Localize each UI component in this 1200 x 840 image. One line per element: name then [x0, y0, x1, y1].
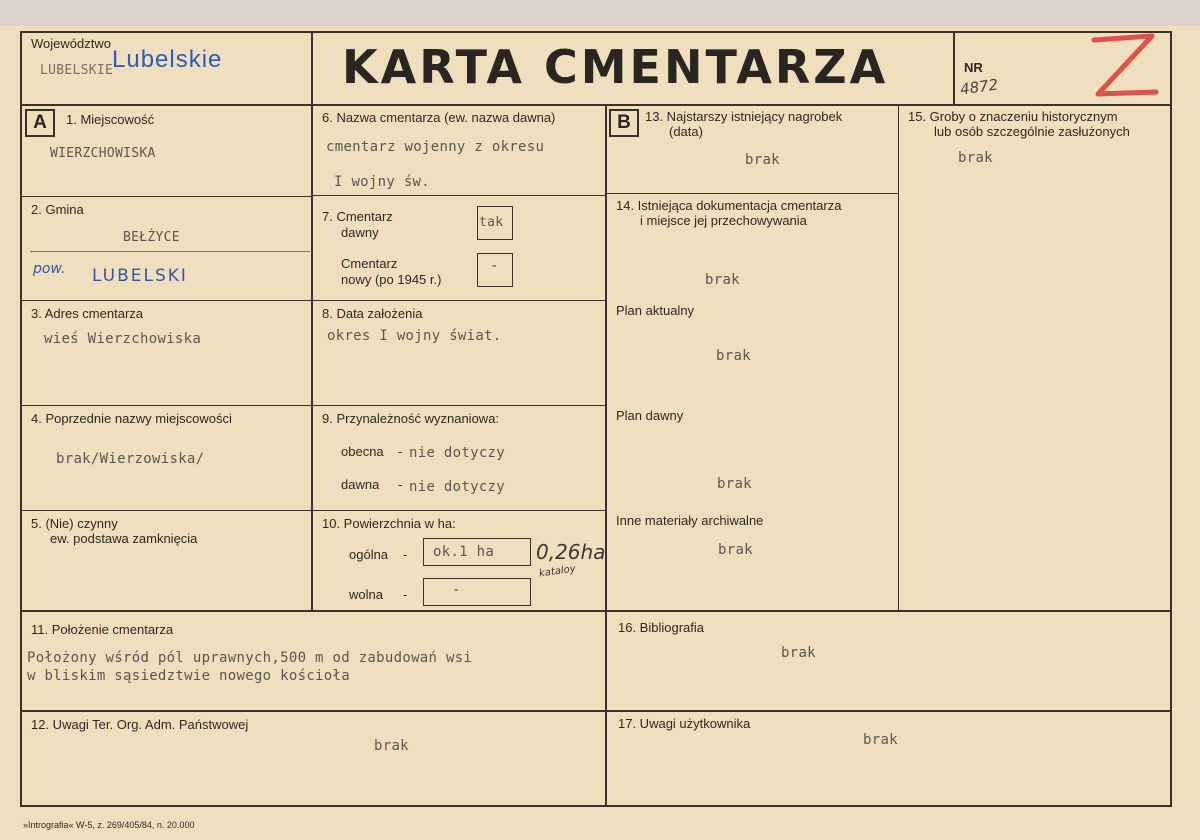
- field3-label: 3. Adres cmentarza: [31, 306, 143, 321]
- field6-value-line2: I wojny św.: [334, 174, 431, 190]
- nr-label: NR: [964, 60, 983, 75]
- field10-ogolna-hand: 0,26ha: [536, 540, 606, 564]
- field10-wolna-value: -: [452, 582, 461, 598]
- field16-label: 16. Bibliografia: [618, 620, 704, 635]
- field5-label-line1: 5. (Nie) czynny: [31, 516, 118, 531]
- field2-value: BEŁŻYCE: [123, 230, 180, 245]
- field7-dawny-line1: 7. Cmentarz: [322, 209, 393, 224]
- nr-value: 4872: [958, 75, 1000, 99]
- field10-ogolna-hand2: kataloy: [538, 563, 577, 580]
- wojewodztwo-typed: LUBELSKIE: [40, 63, 114, 78]
- divider: [313, 510, 606, 511]
- field1-label: 1. Miejscowość: [66, 112, 155, 127]
- field15-label-line1: 15. Groby o znaczeniu historycznym: [908, 109, 1118, 124]
- divider: [313, 300, 606, 301]
- red-letter-mark: [1088, 30, 1160, 102]
- field2-pow-prefix: pow.: [33, 261, 66, 277]
- field4-value: brak/Wierzowiska/: [56, 451, 205, 467]
- field2-label: 2. Gmina: [31, 202, 84, 217]
- field7-nowy-value: -: [490, 258, 499, 274]
- field10-ogolna-value: ok.1 ha: [433, 544, 495, 560]
- field7-nowy-line1: Cmentarz: [341, 256, 398, 271]
- plan-aktualny-label: Plan aktualny: [616, 303, 695, 318]
- field17-label: 17. Uwagi użytkownika: [618, 716, 751, 731]
- field9-label: 9. Przynależność wyznaniowa:: [322, 411, 500, 426]
- field15-value: brak: [958, 150, 993, 166]
- field13-value: brak: [745, 152, 780, 168]
- divider: [20, 196, 312, 197]
- divider: [20, 300, 312, 301]
- field7-dawny-value: tak: [479, 215, 504, 230]
- field16-value: brak: [781, 645, 816, 661]
- field10-ogolna-dash: -: [403, 547, 408, 562]
- field7-nowy-line2: nowy (po 1945 r.): [341, 272, 442, 287]
- field10-wolna-dash: -: [403, 587, 408, 602]
- field14-value: brak: [705, 272, 740, 288]
- plan-dawny-value: brak: [717, 476, 752, 492]
- divider: [313, 195, 606, 196]
- section-b-box: B: [609, 109, 639, 137]
- wojewodztwo-label: Województwo: [31, 36, 111, 51]
- field8-value: okres I wojny świat.: [327, 328, 502, 344]
- divider: [20, 610, 1172, 612]
- card-title: KARTA CMENTARZA: [342, 40, 889, 94]
- field11-value-line2: w bliskim sąsiedztwie nowego kościoła: [27, 668, 350, 684]
- field14-label-line1: 14. Istniejąca dokumentacja cmentarza: [616, 198, 842, 213]
- divider: [898, 104, 899, 611]
- field17-value: brak: [863, 732, 898, 748]
- divider: [606, 193, 898, 194]
- plan-aktualny-value: brak: [716, 348, 751, 364]
- field6-label: 6. Nazwa cmentarza (ew. nazwa dawna): [322, 110, 556, 125]
- field13-label-line1: 13. Najstarszy istniejący nagrobek: [645, 109, 843, 124]
- field10-wolna-box: [423, 578, 531, 606]
- field9-dawna-value: nie dotyczy: [409, 479, 506, 495]
- field9-obecna-value: nie dotyczy: [409, 445, 506, 461]
- field11-label: 11. Położenie cmentarza: [31, 622, 174, 637]
- section-a-box: A: [25, 109, 55, 137]
- field9-obecna-dash: -: [398, 444, 403, 459]
- wojewodztwo-stamp: Lubelskie: [112, 46, 223, 73]
- divider: [311, 31, 313, 611]
- field9-obecna-label: obecna: [341, 444, 384, 459]
- field3-value: wieś Wierzchowiska: [44, 331, 202, 347]
- divider: [20, 104, 1172, 106]
- printer-imprint: »Intrografia« W-5, z. 269/405/84, n. 20.000: [23, 820, 195, 830]
- field1-value: WIERZCHOWISKA: [50, 146, 156, 161]
- divider: [20, 710, 1172, 712]
- field6-value-line1: cmentarz wojenny z okresu: [326, 139, 545, 155]
- divider: [20, 510, 312, 511]
- field9-dawna-label: dawna: [341, 477, 380, 492]
- field4-label: 4. Poprzednie nazwy miejscowości: [31, 411, 232, 426]
- field14-label-line2: i miejsce jej przechowywania: [640, 213, 807, 228]
- plan-dawny-label: Plan dawny: [616, 408, 684, 423]
- inne-label: Inne materiały archiwalne: [616, 513, 764, 528]
- field2-pow-value: LUBELSKI: [92, 266, 188, 286]
- field10-label: 10. Powierzchnia w ha:: [322, 516, 456, 531]
- field12-label: 12. Uwagi Ter. Org. Adm. Państwowej: [31, 717, 249, 732]
- divider: [20, 405, 312, 406]
- field13-label-line2: (data): [669, 124, 703, 139]
- field12-value: brak: [374, 738, 409, 754]
- field15-label-line2: lub osób szczególnie zasłużonych: [934, 124, 1130, 139]
- top-edge-band: [0, 0, 1200, 27]
- field10-ogolna-label: ogólna: [349, 547, 389, 562]
- field2-underline: [30, 251, 310, 252]
- divider: [953, 31, 955, 105]
- field8-label: 8. Data założenia: [322, 306, 423, 321]
- field10-wolna-label: wolna: [349, 587, 383, 602]
- field7-dawny-line2: dawny: [341, 225, 379, 240]
- field9-dawna-dash: -: [398, 477, 403, 492]
- inne-value: brak: [718, 542, 753, 558]
- field11-value-line1: Położony wśród pól uprawnych,500 m od zabudowań wsi: [27, 650, 473, 666]
- divider: [313, 405, 606, 406]
- field5-label-line2: ew. podstawa zamknięcia: [50, 531, 198, 546]
- divider: [605, 104, 607, 807]
